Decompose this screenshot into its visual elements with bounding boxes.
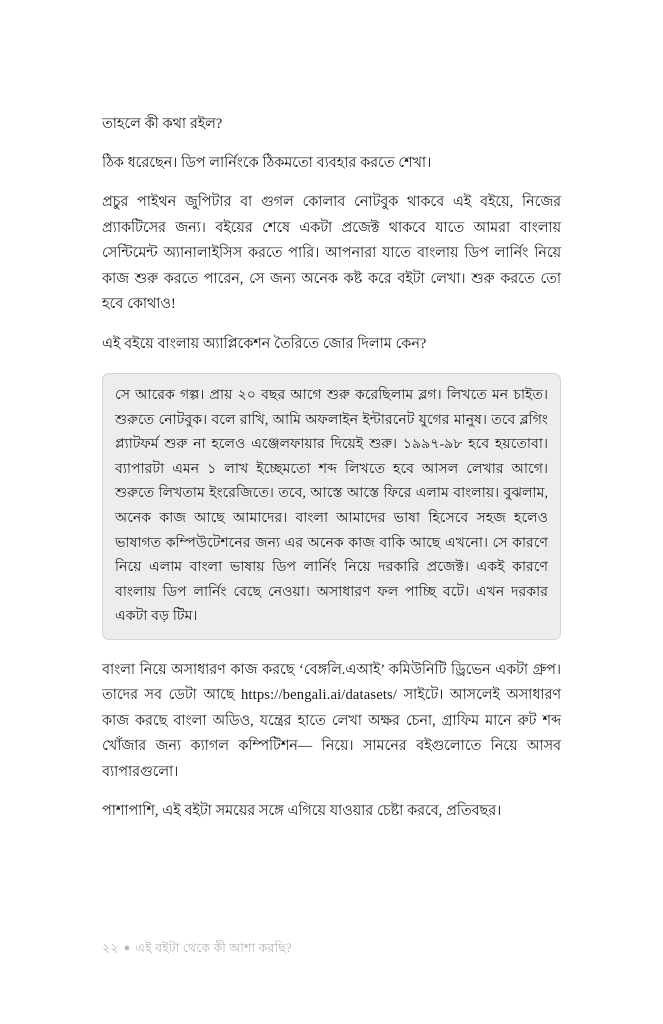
- footer-separator-dot: ●: [123, 942, 131, 954]
- callout-box: [102, 373, 561, 640]
- paragraph-notebooks: প্রচুর পাইথন জুপিটার বা গুগল কোলাব নোটবুক থাকবে এই বইয়ে, নিজের প্র্যাকটিসের জন্য। বইয়ের শেষে একটা প্রজেক্ট থাকবে যাতে আমরা বাংলায় সেন্টিমেন্ট অ্যানালাইসিস করতে পারি। আপনারা যাতে বাংলায় ডিপ লার্নিং নিয়ে কাজ শুরু করতে পারেন, সে জন্য অনেক কষ্ট করে বইটা লেখা। শুরু করতে তো হবে কোথাও!: [102, 194, 561, 312]
- page-content: [102, 112, 561, 825]
- footer-page-number: ২২: [102, 941, 119, 955]
- footer-chapter-title: এই বইটা থেকে কী আশা করছি?: [135, 941, 292, 955]
- bengali-ai-datasets-url: https://bengali.ai/datasets/: [240, 687, 398, 704]
- paragraph-bengali-ai-text-before: বাংলা নিয়ে অসাধারণ কাজ করছে ‘বেঙ্গলি.এআই’ কমিউনিটি ড্রিভেন একটা গ্রুপ। তাদের সব ডেটা আছে: [102, 661, 561, 704]
- paragraph-question-1: তাহলে কী কথা রইল?: [102, 116, 223, 132]
- paragraph-yearly-update: পাশাপাশি, এই বইটা সময়ের সঙ্গে এগিয়ে যাওয়ার চেষ্টা করবে, প্রতিবছর।: [102, 803, 502, 820]
- page-footer: [102, 940, 292, 960]
- callout-text: সে আরেক গল্প। প্রায় ২০ বছর আগে শুরু করেছিলাম ব্লগ। লিখতে মন চাইত। শুরুতে নোটবুক। বলে রাখি, আমি অফলাইন ইন্টারনেট যুগের মানুষ। তবে ব্লগিং প্ল্যাটফর্ম শুরু না হলেও এঞ্জেলফায়ার দিয়েই শুরু। ১৯৯৭-৯৮ হবে হয়তোবা। ব্যাপারটা এমন ১ লাখ ইচ্ছেমতো শব্দ লিখতে হবে আসল লেখার আগে। শুরুতে লিখতাম ইংরেজিতে। তবে, আস্তে আস্তে ফিরে এলাম বাংলায়। বুঝলাম, অনেক কাজ আছে আমাদের। বাংলা আমাদের ভাষা হিসেবে সহজ হলেও ভাষাগত কম্পিউটেশনের জন্য এর অনেক কাজ বাকি আছে এখনো। সে কারণে নিয়ে এলাম বাংলা ভাষায় ডিপ লার্নিং নিয়ে দরকারি প্রজেক্ট। একই কারণে বাংলায় ডিপ লার্নিং বেছে নেওয়া। অসাধারণ ফল পাচ্ছি বটে। এখন দরকার একটা বড় টিম।: [115, 387, 548, 625]
- paragraph-bengali-ai: [102, 658, 561, 786]
- paragraph-question-2: এই বইয়ে বাংলায় অ্যাপ্লিকেশন তৈরিতে জোর দিলাম কেন?: [102, 335, 427, 352]
- paragraph-bengali-ai-text-after: সাইটে। আসলেই অসাধারণ কাজ করছে বাংলা অডিও, যন্ত্রের হাতে লেখা অক্ষর চেনা, গ্রাফিম মানে রুট শব্দ খোঁজার জন্য ক্যাগল কম্পিটিশন— নিয়ে। সামনের বইগুলোতে নিয়ে আসব ব্যাপারগুলো।: [102, 687, 561, 780]
- paragraph-answer-1: ঠিক ধরেছেন। ডিপ লার্নিংকে ঠিকমতো ব্যবহার করতে শেখা।: [102, 154, 432, 171]
